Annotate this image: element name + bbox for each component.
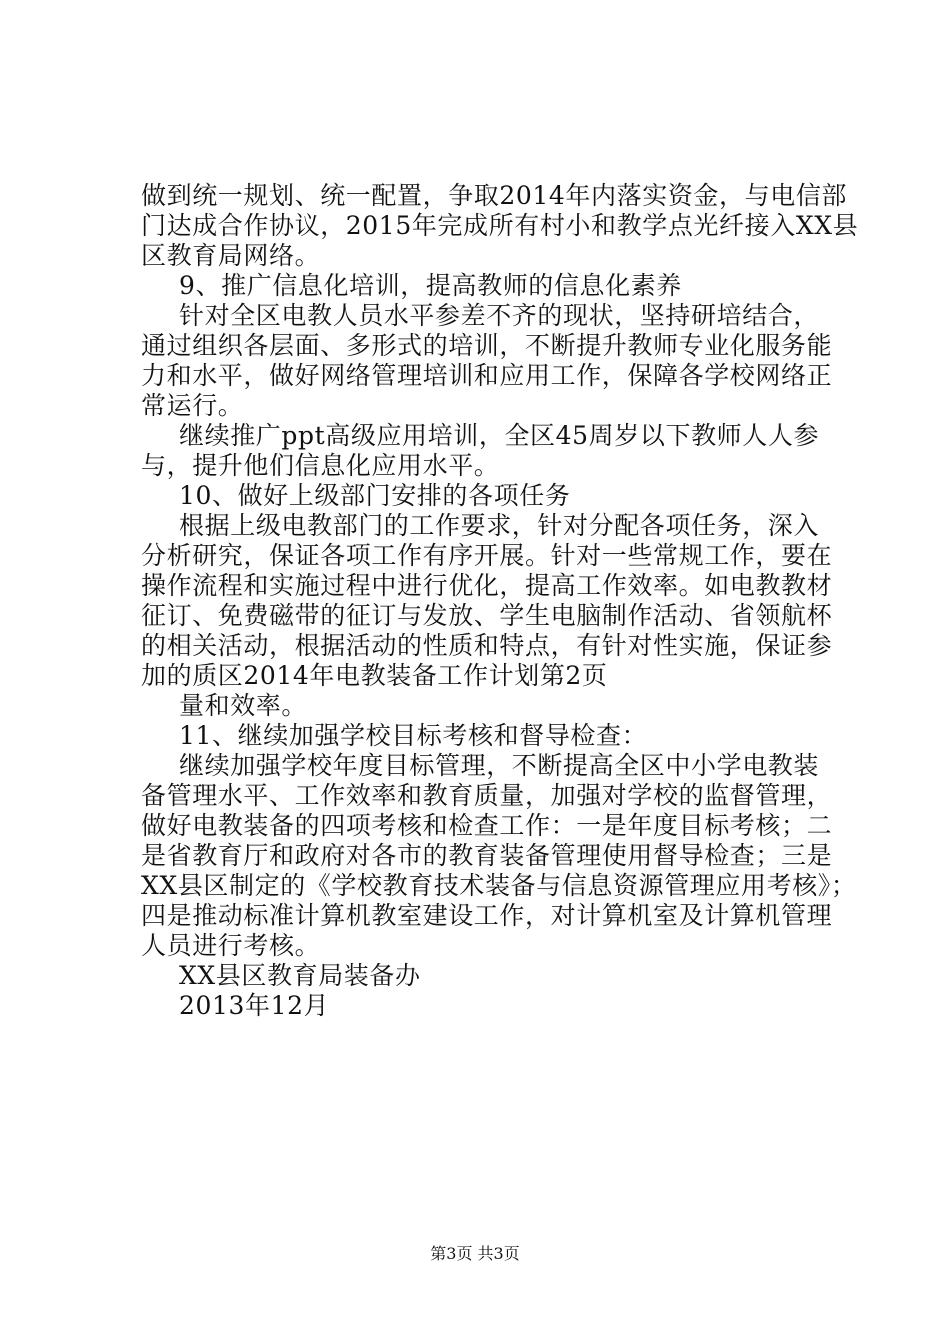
section-heading-11: 11、继续加强学校目标考核和督导检查： — [179, 721, 648, 750]
text-line: XX县区制定的《学校教育技术装备与信息资源管理应用考核》； — [141, 871, 857, 900]
text-line: 的相关活动，根据活动的性质和特点，有针对性实施，保证参 — [141, 631, 833, 660]
text-line: 力和水平，做好网络管理培训和应用工作，保障各学校网络正 — [141, 361, 833, 390]
text-line: 做好电教装备的四项考核和检查工作：一是年度目标考核；二 — [141, 811, 833, 840]
text-line: 门达成合作协议，2015年完成所有村小和教学点光纤接入XX县 — [141, 211, 859, 240]
text-line: 人员进行考核。 — [141, 931, 321, 960]
text-line: 分析研究，保证各项工作有序开展。针对一些常规工作，要在 — [141, 541, 833, 570]
paragraph-start: 继续推广ppt高级应用培训，全区45周岁以下教师人人参 — [179, 421, 820, 450]
text-line: 与，提升他们信息化应用水平。 — [141, 451, 500, 480]
text-line: 通过组织各层面、多形式的培训，不断提升教师专业化服务能 — [141, 331, 833, 360]
text-line: 操作流程和实施过程中进行优化，提高工作效率。如电教教材 — [141, 571, 833, 600]
section-heading-9: 9、推广信息化培训，提高教师的信息化素养 — [179, 271, 682, 300]
text-line: 四是推动标准计算机教室建设工作，对计算机室及计算机管理 — [141, 901, 833, 930]
text-line: 加的质区2014年电教装备工作计划第2页 — [141, 661, 608, 690]
text-line: 常运行。 — [141, 391, 244, 420]
page-footer: 第3页 共3页 — [430, 1244, 520, 1263]
signature-date: 2013年12月 — [179, 991, 330, 1020]
paragraph-start: 针对全区电教人员水平参差不齐的现状，坚持研培结合， — [179, 301, 820, 330]
text-line: 征订、免费磁带的征订与发放、学生电脑制作活动、省领航杯 — [141, 601, 833, 630]
paragraph-start: 根据上级电教部门的工作要求，针对分配各项任务，深入 — [179, 511, 820, 540]
text-line: 区教育局网络。 — [141, 241, 321, 270]
section-heading-10: 10、做好上级部门安排的各项任务 — [179, 481, 571, 510]
text-line: 备管理水平、工作效率和教育质量，加强对学校的监督管理， — [141, 781, 833, 810]
text-line: 是省教育厅和政府对各市的教育装备管理使用督导检查；三是 — [141, 841, 833, 870]
text-line: 量和效率。 — [179, 691, 308, 720]
paragraph-start: 继续加强学校年度目标管理，不断提高全区中小学电教装 — [179, 751, 820, 780]
signature-org: XX县区教育局装备办 — [179, 961, 421, 990]
text-line: 做到统一规划、统一配置，争取2014年内落实资金，与电信部 — [141, 181, 848, 210]
